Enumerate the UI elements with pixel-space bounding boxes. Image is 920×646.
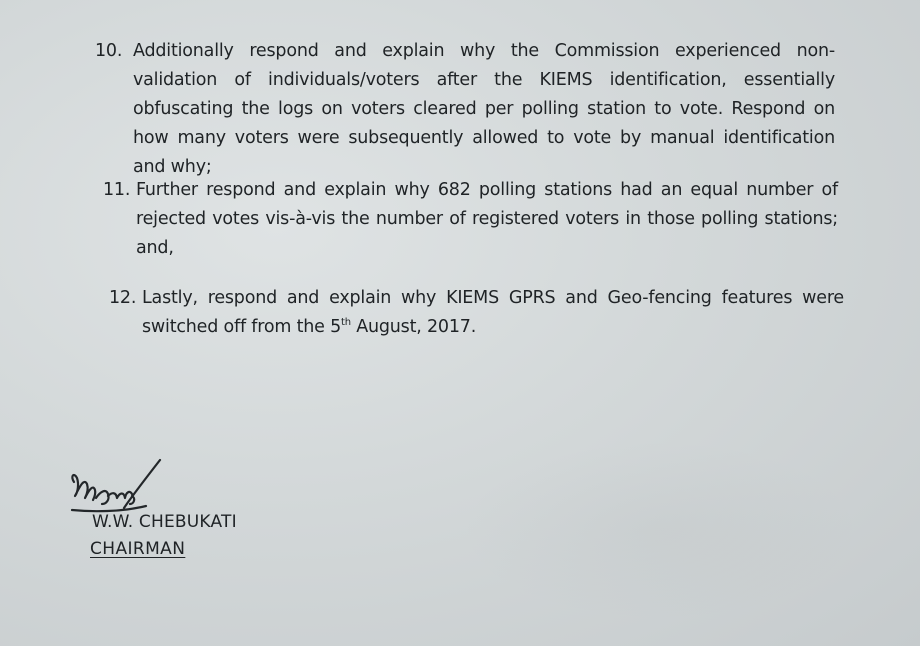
signatory-title: CHAIRMAN (90, 539, 186, 559)
ordinal-suffix: th (341, 317, 351, 328)
paper-shadow (460, 440, 860, 620)
item-number: 12. (109, 288, 137, 308)
item-text-end: August, 2017. (350, 317, 477, 337)
list-item-11 (103, 176, 838, 263)
list-item-12 (109, 284, 844, 342)
list-item-10 (95, 37, 835, 182)
item-text: Further respond and explain why 682 polling stations had an equal number of rejected votes vis-à-vis the number of registered voters in those polling stations; and, (136, 180, 838, 258)
item-text (109, 284, 844, 342)
item-number: 11. (103, 180, 131, 200)
signatory-name: W.W. CHEBUKATI (92, 512, 237, 532)
item-number: 10. (95, 41, 123, 61)
item-text: Additionally respond and explain why the Commission experienced non-validation of individuals/voters after the KIEMS identification, essentially obfuscating the logs on voters cleared per polling station to vote. Respond on how many voters were subsequently allowed to vote by manual identification and why; (133, 41, 835, 177)
item-text-start: Lastly, respond and explain why KIEMS GPRS and Geo-fencing features were switched off from the 5 (142, 288, 844, 337)
